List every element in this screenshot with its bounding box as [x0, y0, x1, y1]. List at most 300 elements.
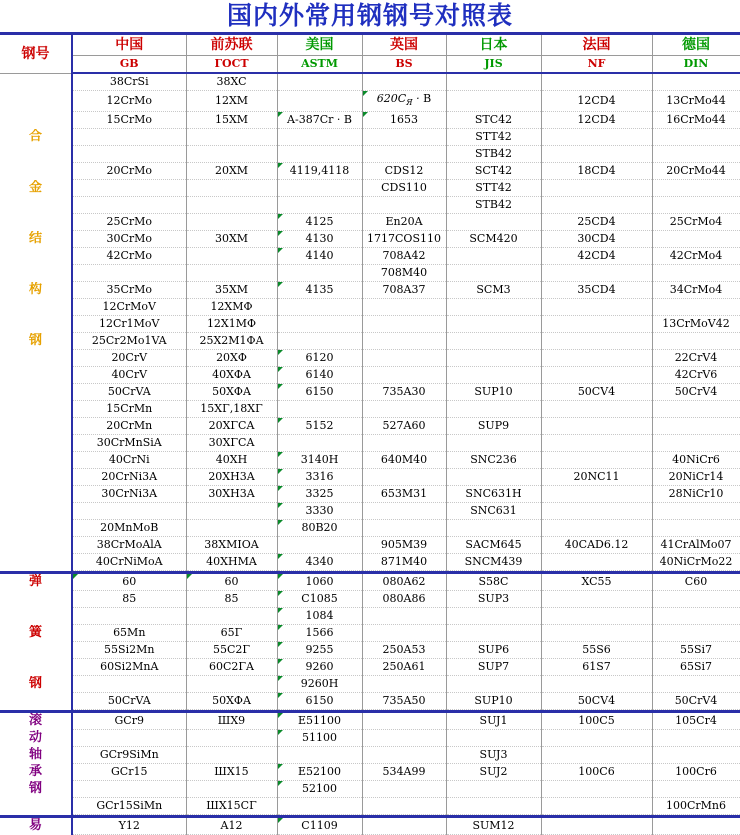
cell-din: 41CrAlMo07 — [652, 537, 740, 554]
category-cell — [0, 384, 72, 401]
cell-din — [652, 747, 740, 764]
cell-gost: 50XΦA — [186, 384, 277, 401]
category-cell — [0, 146, 72, 163]
cell-bs: 871M40 — [362, 554, 446, 571]
cell-bs: 653M31 — [362, 486, 446, 503]
cell-astm — [277, 316, 362, 333]
cell-astm: 9260H — [277, 676, 362, 693]
cell-nf — [541, 452, 652, 469]
cell-astm: 9260 — [277, 659, 362, 676]
cell-bs — [362, 676, 446, 693]
cell-din: 100Cr6 — [652, 764, 740, 781]
table-row — [0, 265, 740, 282]
cell-nf — [541, 180, 652, 197]
cell-gost — [186, 146, 277, 163]
cell-gost: 50XΦA — [186, 693, 277, 710]
cell-jis — [446, 91, 541, 112]
cell-jis — [446, 214, 541, 231]
cell-bs — [362, 435, 446, 452]
cell-bs: 080A62 — [362, 574, 446, 591]
cell-nf — [541, 350, 652, 367]
cell-nf — [541, 418, 652, 435]
cell-astm: 6120 — [277, 350, 362, 367]
cell-jis — [446, 73, 541, 91]
cell-gb: 38CrMoAlA — [72, 537, 186, 554]
cell-bs: 905M39 — [362, 537, 446, 554]
cell-gb: 60Si2MnA — [72, 659, 186, 676]
cell-nf — [541, 818, 652, 835]
cell-din — [652, 129, 740, 146]
cell-astm: 6150 — [277, 384, 362, 401]
cell-din: 40NiCr6 — [652, 452, 740, 469]
cell-astm: C1109 — [277, 818, 362, 835]
category-cell: 钢 — [0, 676, 72, 693]
cell-gb: 12Cr1MoV — [72, 316, 186, 333]
cell-gb: 15CrMo — [72, 112, 186, 129]
cell-jis — [446, 333, 541, 350]
header-row-countries — [0, 35, 740, 56]
table-row — [0, 730, 740, 747]
category-cell — [0, 197, 72, 214]
cell-bs: 708A42 — [362, 248, 446, 265]
cell-din: 65Si7 — [652, 659, 740, 676]
cell-jis: SUJ1 — [446, 713, 541, 730]
cell-nf: 20NC11 — [541, 469, 652, 486]
table-row — [0, 418, 740, 435]
cell-gb: 50CrVA — [72, 693, 186, 710]
cell-bs — [362, 146, 446, 163]
category-cell — [0, 503, 72, 520]
table-row — [0, 608, 740, 625]
table-row — [0, 180, 740, 197]
cell-gb: 25CrMo — [72, 214, 186, 231]
cell-nf — [541, 503, 652, 520]
cell-astm — [277, 798, 362, 815]
category-cell: 金 — [0, 180, 72, 197]
table-row — [0, 91, 740, 112]
cell-jis — [446, 469, 541, 486]
cell-nf — [541, 781, 652, 798]
table-row — [0, 747, 740, 764]
cell-gost: 60C2ΓA — [186, 659, 277, 676]
cell-astm: 3330 — [277, 503, 362, 520]
cell-din — [652, 401, 740, 418]
table-row — [0, 401, 740, 418]
cell-nf: 18CD4 — [541, 163, 652, 180]
cell-din: 28NiCr10 — [652, 486, 740, 503]
cell-din: 20NiCr14 — [652, 469, 740, 486]
cell-gost: 65Γ — [186, 625, 277, 642]
cell-bs: En20A — [362, 214, 446, 231]
cell-bs-value: 620C — [376, 92, 407, 105]
cell-gost: 12X1MΦ — [186, 316, 277, 333]
cell-nf: 100C6 — [541, 764, 652, 781]
cell-gb — [72, 781, 186, 798]
header-country-china: 中国 — [72, 35, 186, 56]
cell-gost: 15XΓ,18XΓ — [186, 401, 277, 418]
cell-astm — [277, 747, 362, 764]
table-row — [0, 231, 740, 248]
cell-astm: 4130 — [277, 231, 362, 248]
category-cell — [0, 350, 72, 367]
cell-gost: 40XH — [186, 452, 277, 469]
cell-nf: 50CV4 — [541, 384, 652, 401]
cell-din — [652, 781, 740, 798]
cell-din: 34CrMo4 — [652, 282, 740, 299]
cell-gost: 12XM — [186, 91, 277, 112]
cell-nf — [541, 625, 652, 642]
cell-nf: 100C5 — [541, 713, 652, 730]
cell-bs: CDS12 — [362, 163, 446, 180]
cell-din: 105Cr4 — [652, 713, 740, 730]
cell-gb: 20CrV — [72, 350, 186, 367]
table-row — [0, 112, 740, 129]
cell-astm: 4125 — [277, 214, 362, 231]
cell-gost — [186, 265, 277, 282]
cell-din — [652, 231, 740, 248]
cell-astm — [277, 91, 362, 112]
category-cell — [0, 265, 72, 282]
cell-gb — [72, 503, 186, 520]
cell-astm: 4340 — [277, 554, 362, 571]
cell-bs — [362, 129, 446, 146]
cell-din — [652, 435, 740, 452]
cell-astm: E51100 — [277, 713, 362, 730]
cell-gost: 25X2M1ΦA — [186, 333, 277, 350]
table-row — [0, 798, 740, 815]
cell-gb: 42CrMo — [72, 248, 186, 265]
header-row-standards — [0, 56, 740, 74]
table-row — [0, 676, 740, 693]
category-cell — [0, 367, 72, 384]
cell-bs: 735A50 — [362, 693, 446, 710]
category-cell — [0, 591, 72, 608]
cell-gost — [186, 180, 277, 197]
category-cell — [0, 435, 72, 452]
table-row — [0, 316, 740, 333]
table-row — [0, 333, 740, 350]
category-cell — [0, 401, 72, 418]
cell-astm: 80B20 — [277, 520, 362, 537]
category-cell — [0, 91, 72, 112]
cell-nf: 35CD4 — [541, 282, 652, 299]
cell-gost: 20XΓCA — [186, 418, 277, 435]
cell-astm: 3140H — [277, 452, 362, 469]
cell-astm: 51100 — [277, 730, 362, 747]
cell-din — [652, 625, 740, 642]
cell-jis: SUP10 — [446, 384, 541, 401]
cell-astm — [277, 435, 362, 452]
cell-bs-suffix: B — [423, 92, 432, 105]
header-country-japan: 日本 — [446, 35, 541, 56]
cell-bs: CDS110 — [362, 180, 446, 197]
cell-gb: 65Mn — [72, 625, 186, 642]
cell-din — [652, 818, 740, 835]
cell-nf: 12CD4 — [541, 112, 652, 129]
cell-gb: 40CrV — [72, 367, 186, 384]
cell-din — [652, 418, 740, 435]
cell-din: 100CrMn6 — [652, 798, 740, 815]
category-cell — [0, 73, 72, 91]
header-country-france: 法国 — [541, 35, 652, 56]
table-row — [0, 503, 740, 520]
cell-nf — [541, 676, 652, 693]
category-cell — [0, 608, 72, 625]
category-cell: 易 — [0, 818, 72, 835]
cell-jis — [446, 248, 541, 265]
cell-jis: SUP10 — [446, 693, 541, 710]
cell-gost: 12XMΦ — [186, 299, 277, 316]
cell-din: 13CrMo44 — [652, 91, 740, 112]
table-row — [0, 486, 740, 503]
cell-gost: 20XH3A — [186, 469, 277, 486]
cell-bs — [362, 401, 446, 418]
category-cell: 钢 — [0, 333, 72, 350]
cell-astm: 6150 — [277, 693, 362, 710]
category-cell — [0, 163, 72, 180]
category-cell — [0, 214, 72, 231]
cell-gost — [186, 503, 277, 520]
table-row — [0, 435, 740, 452]
cell-din — [652, 730, 740, 747]
cell-nf: 12CD4 — [541, 91, 652, 112]
cell-nf — [541, 299, 652, 316]
cell-gost: 40XHMA — [186, 554, 277, 571]
cell-gost: 35XM — [186, 282, 277, 299]
cell-bs — [362, 469, 446, 486]
cell-astm: 4119,4118 — [277, 163, 362, 180]
cell-nf — [541, 316, 652, 333]
cell-jis: SCT42 — [446, 163, 541, 180]
cell-jis — [446, 676, 541, 693]
cell-astm: 5152 — [277, 418, 362, 435]
cell-din — [652, 180, 740, 197]
cell-astm: 3316 — [277, 469, 362, 486]
cell-gb — [72, 608, 186, 625]
header-country-uk: 英国 — [362, 35, 446, 56]
cell-gost: 55C2Γ — [186, 642, 277, 659]
cell-gb — [72, 197, 186, 214]
cell-gb: 40CrNi — [72, 452, 186, 469]
page-title: 国内外常用钢钢号对照表 — [226, 1, 513, 30]
cell-jis: STC42 — [446, 112, 541, 129]
cell-bs — [362, 798, 446, 815]
cell-din: 16CrMo44 — [652, 112, 740, 129]
cell-gb: 35CrMo — [72, 282, 186, 299]
table-row — [0, 163, 740, 180]
table-row — [0, 197, 740, 214]
category-cell — [0, 469, 72, 486]
cell-jis: SCM420 — [446, 231, 541, 248]
cell-astm: 3325 — [277, 486, 362, 503]
cell-astm: 6140 — [277, 367, 362, 384]
category-cell: 结 — [0, 231, 72, 248]
cell-gost: ШX15CΓ — [186, 798, 277, 815]
cell-jis: SUP9 — [446, 418, 541, 435]
cell-jis: SNC631 — [446, 503, 541, 520]
table-row — [0, 350, 740, 367]
category-cell — [0, 316, 72, 333]
category-cell — [0, 554, 72, 571]
cell-din: 42CrV6 — [652, 367, 740, 384]
table-row — [0, 146, 740, 163]
header-standard-gb: GB — [72, 56, 186, 74]
category-cell: 轴 — [0, 747, 72, 764]
cell-din — [652, 333, 740, 350]
cell-bs: 1653 — [362, 112, 446, 129]
cell-jis: SUJ3 — [446, 747, 541, 764]
cell-astm: 4140 — [277, 248, 362, 265]
cell-gb: 30CrMnSiA — [72, 435, 186, 452]
cell-bs — [362, 503, 446, 520]
cell-din: 50CrV4 — [652, 384, 740, 401]
cell-jis — [446, 781, 541, 798]
cell-gost — [186, 129, 277, 146]
cell-jis: SUP6 — [446, 642, 541, 659]
cell-astm — [277, 73, 362, 91]
table-row — [0, 248, 740, 265]
cell-bs — [362, 333, 446, 350]
cell-astm: E52100 — [277, 764, 362, 781]
cell-bs — [362, 818, 446, 835]
category-cell — [0, 248, 72, 265]
cell-bs: 708M40 — [362, 265, 446, 282]
cell-jis: SUP7 — [446, 659, 541, 676]
cell-bs: 080A86 — [362, 591, 446, 608]
table-row — [0, 625, 740, 642]
cell-gost: 38XMIOA — [186, 537, 277, 554]
cell-gb — [72, 265, 186, 282]
cell-bs — [362, 73, 446, 91]
cell-nf — [541, 333, 652, 350]
category-cell: 弹 — [0, 574, 72, 591]
cell-gost: 38XC — [186, 73, 277, 91]
cell-jis: S58C — [446, 574, 541, 591]
cell-bs — [362, 730, 446, 747]
cell-jis — [446, 367, 541, 384]
cell-jis — [446, 350, 541, 367]
cell-din — [652, 503, 740, 520]
header-steel-no: 钢号 — [0, 35, 72, 73]
cell-gost: ШX15 — [186, 764, 277, 781]
category-cell — [0, 798, 72, 815]
cell-bs: $620C_Я \cdot B$ — [362, 91, 446, 112]
cell-gb — [72, 676, 186, 693]
cell-bs — [362, 520, 446, 537]
header-standard-gost: ГОСТ — [186, 56, 277, 74]
cell-astm: A-387Cr · B — [277, 112, 362, 129]
cell-nf — [541, 554, 652, 571]
cell-gost — [186, 214, 277, 231]
category-cell: 动 — [0, 730, 72, 747]
cell-bs — [362, 713, 446, 730]
table-row — [0, 764, 740, 781]
cell-bs — [362, 367, 446, 384]
table-row — [0, 469, 740, 486]
cell-bs — [362, 781, 446, 798]
cell-din: 25CrMo4 — [652, 214, 740, 231]
cell-nf — [541, 486, 652, 503]
table-row — [0, 282, 740, 299]
cell-nf: 61S7 — [541, 659, 652, 676]
cell-gb: 20MnMoB — [72, 520, 186, 537]
cell-nf — [541, 730, 652, 747]
cell-nf: 42CD4 — [541, 248, 652, 265]
category-cell — [0, 299, 72, 316]
table-row — [0, 781, 740, 798]
category-cell: 滚 — [0, 713, 72, 730]
cell-gb — [72, 180, 186, 197]
table-row — [0, 214, 740, 231]
cell-jis: SNCM439 — [446, 554, 541, 571]
cell-gost: 85 — [186, 591, 277, 608]
cell-gost: 60 — [186, 574, 277, 591]
cell-gb: 20CrNi3A — [72, 469, 186, 486]
table-row — [0, 818, 740, 835]
cell-din — [652, 146, 740, 163]
cell-jis — [446, 401, 541, 418]
cell-gost — [186, 730, 277, 747]
cell-jis: STT42 — [446, 129, 541, 146]
cell-gost: 30XΓCA — [186, 435, 277, 452]
cell-jis: SNC236 — [446, 452, 541, 469]
cell-bs: 527A60 — [362, 418, 446, 435]
cell-gb: 12CrMoV — [72, 299, 186, 316]
cell-nf — [541, 367, 652, 384]
cell-gost — [186, 747, 277, 764]
steel-comparison-table — [0, 35, 740, 835]
cell-astm — [277, 265, 362, 282]
cell-astm: 1566 — [277, 625, 362, 642]
cell-din — [652, 520, 740, 537]
cell-din: 22CrV4 — [652, 350, 740, 367]
cell-jis — [446, 520, 541, 537]
header-standard-din: DIN — [652, 56, 740, 74]
category-cell — [0, 452, 72, 469]
cell-nf: 50CV4 — [541, 693, 652, 710]
subscript-mark: Я — [406, 98, 413, 108]
cell-jis — [446, 730, 541, 747]
cell-gost — [186, 520, 277, 537]
cell-bs — [362, 299, 446, 316]
cell-din: C60 — [652, 574, 740, 591]
cell-gb: 20CrMo — [72, 163, 186, 180]
cell-jis — [446, 608, 541, 625]
cell-gb: 40CrNiMoA — [72, 554, 186, 571]
cell-jis: SUM12 — [446, 818, 541, 835]
cell-jis: SACM645 — [446, 537, 541, 554]
table-row — [0, 554, 740, 571]
cell-gb: 20CrMn — [72, 418, 186, 435]
header-standard-astm: ASTM — [277, 56, 362, 74]
cell-jis — [446, 625, 541, 642]
cell-jis: STT42 — [446, 180, 541, 197]
cell-bs — [362, 625, 446, 642]
cell-nf — [541, 265, 652, 282]
header-standard-bs: BS — [362, 56, 446, 74]
table-row — [0, 713, 740, 730]
cell-astm — [277, 333, 362, 350]
cell-din — [652, 73, 740, 91]
cell-din: 40NiCrMo22 — [652, 554, 740, 571]
cell-bs — [362, 747, 446, 764]
cell-gb: 85 — [72, 591, 186, 608]
cell-bs — [362, 608, 446, 625]
cell-gb — [72, 730, 186, 747]
cell-jis: SCM3 — [446, 282, 541, 299]
cell-bs: 708A37 — [362, 282, 446, 299]
cell-din — [652, 591, 740, 608]
